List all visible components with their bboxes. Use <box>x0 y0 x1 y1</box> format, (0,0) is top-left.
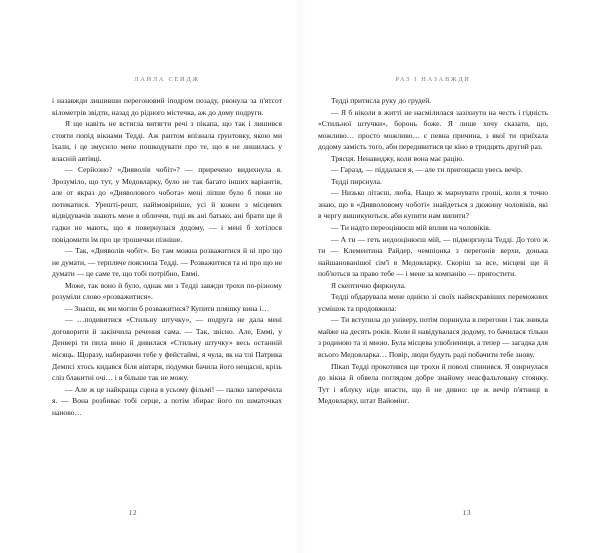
paragraph: і назавжди лишивши перегоновий іподром позаду, рвонула за п'ятсот кілометрів звідти, назад до рідного містечка, аж до дому подруги. <box>52 96 282 117</box>
paragraph: — Ти вступила до універу, потім поринула в перегони і так зникла майже на десять років. Коли й навідувалася додому, то бачилася тільки з родиною та зі мною. Була місцева улюблениця, а тепер — загадка для всього Медовларка… Повір, люди будуть раді побачити тебе знову. <box>318 315 548 360</box>
paragraph: Тедді обдарувала мене однією зі своїх найяскравіших переможних усмішок та продовжила: <box>318 292 548 313</box>
paragraph: Трясця. Ненавиджу, коли вона має рацію. <box>331 153 465 163</box>
paragraph: Я скептично фиркнула. <box>331 280 406 290</box>
paragraph: — Знаєш, як ми могли б розважитися? Купити пляшку вина і… <box>65 303 270 313</box>
paragraph: — Так, «Дияволів чобіт». Бо там можна розважитися й ні про що не думати, — терпляче пояснила Тедді. — Розважитися та ні про що не думати — це саме те, що тобі потрібно, Еммі. <box>52 246 282 279</box>
left-page-body <box>52 95 282 418</box>
paragraph: — А ти — геть недооцінюєш мій, — підморгнула Тедді. До того ж ти — Клементина Райдер, чемпіонка з перегонів верхи, донька найшанованішої сім'ї в Медовларку. Скоріш за все, місцеві ще й поб'ються за право тебе — і мене за компанію — пригостити. <box>318 234 548 279</box>
paragraph: Пікап Тедді прокотився ще трохи й поволі спинився. Я озирнулася до вікна й обвела поглядом добре знайому неасфальтовану стоянку. Тут і яблуку ніде впасти, що й не дивно: це ж вечір п'ятниці в Медовларку, штат Вайомінґ. <box>318 361 548 406</box>
paragraph: — …подивитися «Стильну штучку», — подруга не дала мені договорити й закінчила речення сама. — Так, звісно. Але, Еммі, у Денвері ти пила вино й дивилася «Стильну штучку» весь останній місяць. Щоразу, набираючи тебе у фейстаймі, я чула, як на тлі Патрика Демпсі хтось кидався біля вівтаря, подумки бачила його нещасні, крізь сліз блакитні очі… і я більше так не можу. <box>52 315 282 383</box>
paragraph: Тедді пирснула. <box>331 176 382 186</box>
paragraph: — Низько літаєш, люба. Нащо ж марнувати гроші, коли я точно знаю, що в «Дияволовому чоботі» знайдеться з дюжину чоловіків, які в чергу вишикуються, аби купити нам випити? <box>318 188 548 221</box>
paragraph: — Я б ніколи в житті не насмілилася зазіхнути на честь і гідність «Стильної штучки», боронь боже. Я лише хочу сказати, що, можливо… просто можливо… є певна причина, з якої ти приїхала додому замість того, аби передивитися це кіно в тридцять другий раз. <box>318 107 548 152</box>
paragraph: — Але ж це найкраща сцена в усьому фільмі! — палко заперечила я. — Вона розбиває тобі серце, а потім збирає його по шматочках наново… <box>52 384 282 417</box>
paragraph: — Гаразд, — піддалася я, — але ти пригощаєш увесь вечір. <box>331 165 523 175</box>
page-right <box>300 0 600 553</box>
paragraph: Може, так воно й було, однак ми з Тедді завжди трохи по-різному розуміли слово «розважитися». <box>52 280 282 302</box>
paragraph: — Серйозно? «Дияволів чобіт»? — приречено видихнула я. Зрозуміло, що тут, у Медовларку, було не так багато інших варіантів, але от якраз до «Дияволового чобота» мені ліпше було б поки не потикатися. Урешті-решт, найімовірніше, усі й кожен з місцевих відвідувачів знають мене в обличчя, тоді як ані батько, ані брати ще й гадки не мають, що я повернулася додому, — і мені б хотілося повідомити їм про це трошечки пізніше. <box>52 165 282 244</box>
paragraph: — Ти надто переоцінюєш мій вплив на чоловіків. <box>331 223 491 233</box>
paragraph: Тедді притисла руку до грудей. <box>331 96 432 105</box>
running-head-title: РАЗ І НАЗАВЖДИ <box>395 76 471 83</box>
page-number-left: 12 <box>128 509 138 517</box>
page-number-right: 13 <box>462 509 472 517</box>
paragraph: Я ще навіть не встигла витягти речі з пікапа, що так і лишився стояти попід вікнами Тедді. Аж раптом впізнала ґрунтовку, якою ми їхали, і це змусило мене пошкодувати про те, що я не лишилась у власній автівці. <box>52 119 282 163</box>
running-head-author: ЛАЙЛА СЕЙДЖ <box>134 76 200 83</box>
right-page-body <box>318 95 548 407</box>
